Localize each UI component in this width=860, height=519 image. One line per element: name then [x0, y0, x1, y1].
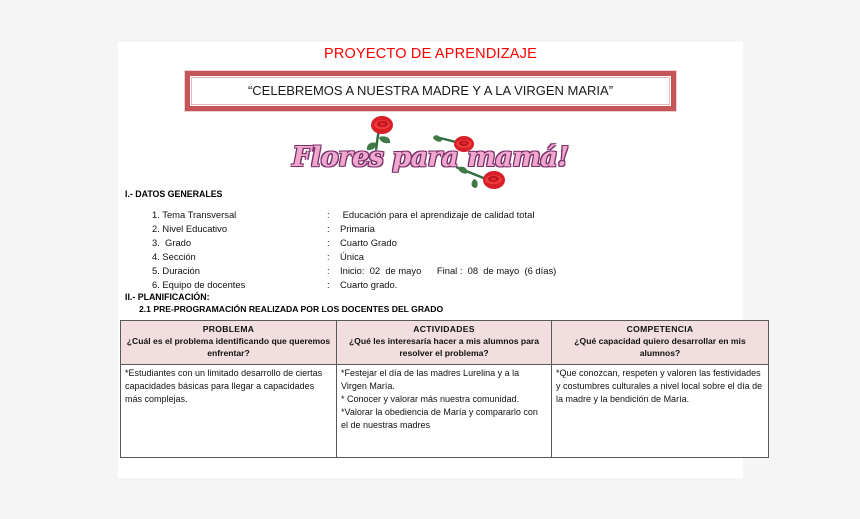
- project-title-box: [185, 71, 676, 111]
- list-item: [152, 207, 556, 221]
- datos-label: 1. Tema Transversal: [152, 208, 237, 220]
- list-item: [152, 221, 556, 235]
- document-page: [118, 42, 763, 478]
- datos-value: Inicio: 02 de mayo Final : 08 de mayo (6 días): [340, 264, 557, 276]
- table-header-actividades: [337, 321, 552, 365]
- datos-label: 4. Sección: [152, 250, 196, 262]
- header-question: ¿Qué les interesaría hacer a mis alumnos para resolver el problema?: [348, 336, 540, 359]
- datos-label: 3. Grado: [152, 236, 192, 248]
- datos-value: Educación para el aprendizaje de calidad total: [340, 208, 535, 220]
- page-title: PROYECTO DE APRENDIZAJE: [323, 46, 538, 62]
- header-question: ¿Qué capacidad quiero desarrollar en mis alumnos?: [574, 336, 746, 359]
- list-item: [152, 263, 556, 277]
- cell-problema: *Estudiantes con un limitado desarrollo de ciertas capacidades básicas para llegar a capacidades más complejas.: [121, 364, 337, 457]
- datos-colon: :: [327, 208, 330, 220]
- datos-value: Única: [340, 250, 364, 262]
- datos-colon: :: [327, 236, 330, 248]
- roses-decoration-icon: [306, 115, 556, 189]
- project-title-text: “CELEBREMOS A NUESTRA MADRE Y A LA VIRGEN MARIA”: [191, 77, 670, 105]
- table-header-problema: [121, 321, 337, 365]
- header-title: COMPETENCIA: [626, 324, 694, 334]
- datos-value: Cuarto grado.: [340, 278, 398, 290]
- table-header-row: [121, 321, 769, 365]
- datos-label: 2. Nivel Educativo: [152, 222, 228, 234]
- list-item: [152, 249, 556, 263]
- cell-competencia: *Que conozcan, respeten y valoren las festividades y costumbres culturales a nivel local sobre el día de la madre y la bendición de María.: [552, 364, 769, 457]
- datos-label: 6. Equipo de docentes: [152, 278, 246, 290]
- datos-colon: :: [327, 250, 330, 262]
- header-title: PROBLEMA: [202, 324, 255, 334]
- table-header-competencia: [552, 321, 769, 365]
- section-heading-planificacion: II.- PLANIFICACIÓN:: [125, 292, 210, 302]
- table-row: [121, 364, 769, 457]
- flores-para-mama-graphic: [118, 115, 743, 189]
- graphic-caption: Flores para mamá!: [292, 142, 569, 173]
- datos-colon: :: [327, 278, 330, 290]
- datos-value: Primaria: [340, 222, 375, 234]
- datos-value: Cuarto Grado: [340, 236, 397, 248]
- list-item: [152, 277, 556, 291]
- section-heading-datos-generales: I.- DATOS GENERALES: [125, 189, 223, 199]
- cell-actividades: *Festejar el día de las madres Lurelina y a la Virgen María. * Conocer y valorar más nuestra comunidad. *Valorar la obediencia de María y compararlo con el de nuestras madres: [337, 364, 552, 457]
- header-question: ¿Cuál es el problema identificando que queremos enfrentar?: [126, 336, 331, 359]
- datos-colon: :: [327, 222, 330, 234]
- preprogramacion-table: [120, 320, 769, 458]
- datos-generales-list: [152, 207, 556, 291]
- datos-colon: :: [327, 264, 330, 276]
- datos-label: 5. Duración: [152, 264, 200, 276]
- list-item: [152, 235, 556, 249]
- header-title: ACTIVIDADES: [413, 324, 475, 334]
- subsection-heading-preprogramacion: 2.1 PRE-PROGRAMACIÓN REALIZADA POR LOS DOCENTES DEL GRADO: [139, 304, 444, 314]
